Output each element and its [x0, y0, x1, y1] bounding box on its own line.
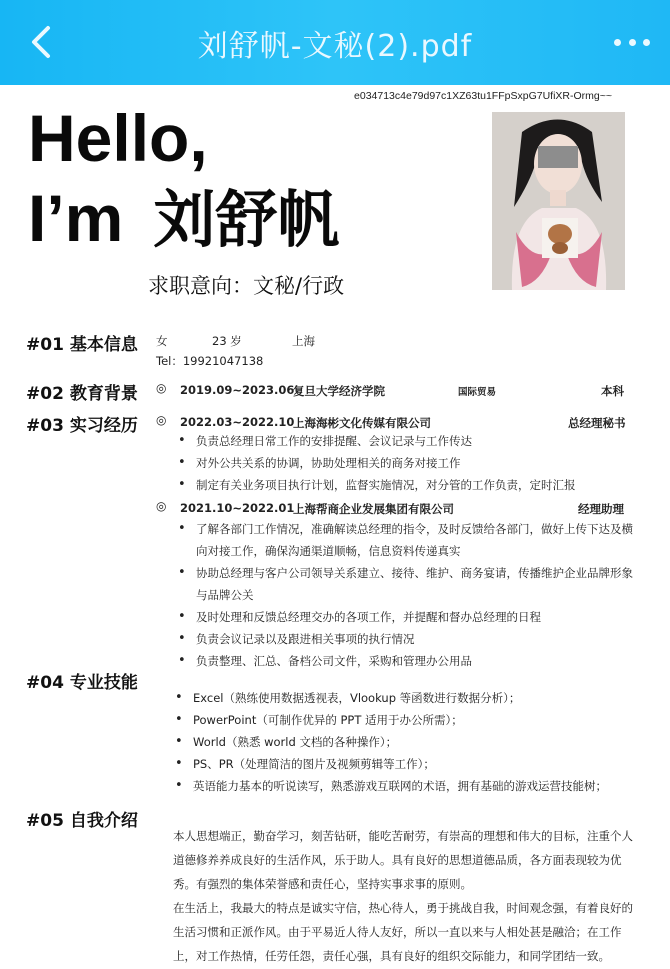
job-company: 上海帮商企业发展集团有限公司 — [293, 502, 454, 516]
job-role: 经理助理 — [578, 502, 624, 516]
list-item: • 对外公共关系的协调，协助处理相关的商务对接工作 — [176, 452, 631, 474]
education-marker: ◎ — [156, 381, 167, 395]
job-duties-list — [176, 518, 636, 672]
more-dots-icon — [614, 39, 621, 46]
age: 23 岁 — [212, 334, 242, 348]
city: 上海 — [292, 334, 315, 348]
list-item: • 负责会议记录以及跟进相关事项的执行情况 — [176, 628, 636, 650]
education-school: 复旦大学经济学院 — [293, 384, 385, 398]
more-dot — [629, 39, 636, 46]
greeting-line2 — [28, 178, 339, 260]
job-dates: 2022.03~2022.10 — [180, 415, 295, 429]
list-item: • PowerPoint（可制作优异的 PPT 适用于办公所需）； — [173, 709, 633, 731]
education-degree: 本科 — [601, 384, 624, 398]
list-item: • 负责整理、汇总、备档公司文件，采购和管理办公用品 — [176, 650, 636, 672]
greeting-hello: Hello, — [28, 101, 208, 175]
section-title-basic-info: #01 基本信息 — [26, 335, 138, 355]
job-role: 总经理秘书 — [568, 416, 626, 430]
section-title-skills: #04 专业技能 — [26, 673, 138, 693]
job-dates: 2021.10~2022.01 — [180, 501, 295, 515]
list-item: • 协助总经理与客户公司领导关系建立、接待、维护、商务宴请，传播维护企业品牌形象与品牌公关 — [176, 562, 636, 606]
profile-photo — [492, 112, 625, 290]
section-title-education: #02 教育背景 — [26, 384, 138, 404]
list-item: • World（熟悉 world 文档的各种操作）； — [173, 731, 633, 753]
portrait-image — [492, 112, 625, 290]
greeting — [28, 98, 339, 260]
job-company: 上海海彬文化传媒有限公司 — [293, 416, 431, 430]
chevron-left-icon — [26, 22, 58, 62]
greeting-im: I’m — [28, 181, 124, 255]
education-major: 国际贸易 — [458, 387, 497, 398]
top-bar — [0, 0, 670, 85]
education-dates: 2019.09~2023.06 — [180, 383, 295, 397]
list-item: • Excel（熟练使用数据透视表，Vlookup 等函数进行数据分析）； — [173, 687, 633, 709]
section-title-self-intro: #05 自我介绍 — [26, 811, 138, 831]
list-item: • 了解各部门工作情况，准确解读总经理的指令，及时反馈给各部门，做好上传下达及横向对接工作，确保沟通渠道顺畅，信息资料传递真实 — [176, 518, 636, 562]
back-button[interactable] — [26, 22, 58, 62]
job-duties-list — [176, 430, 631, 496]
list-item: • 负责总经理日常工作的安排提醒、会议记录与工作传达 — [176, 430, 631, 452]
list-item: • 制定有关业务项目执行计划，监督实施情况，对分管的工作负责，定时汇报 — [176, 474, 631, 496]
list-item: • PS、PR（处理简洁的图片及视频剪辑等工作）； — [173, 753, 633, 775]
intro-paragraph-1: 本人思想端正，勤奋学习，刻苦钻研，能吃苦耐劳，有崇高的理想和伟大的目标，注重个人道德修养养成良好的生活作风，乐于助人。具有良好的思想道德品质，各方面表现较为优秀。有强烈的集体荣誉感和责任心，坚持实事求事的原则。 — [173, 829, 633, 891]
more-dot — [643, 39, 650, 46]
list-item: • 英语能力基本的听说读写，熟悉游戏互联网的术语，拥有基础的游戏运营技能树； — [173, 775, 633, 797]
job-marker: ◎ — [156, 499, 167, 513]
section-title-internship: #03 实习经历 — [26, 416, 138, 436]
telephone: Tel：19921047138 — [156, 354, 264, 368]
document-title: 刘舒帆-文秘(2).pdf — [197, 28, 473, 64]
gender: 女 — [156, 334, 168, 348]
document-id: e034713c4e79d97c1XZ63tu1FFpSxpG7UfiXR-Ormg~~ — [354, 90, 612, 102]
applicant-name: 刘舒帆 — [153, 183, 340, 256]
list-item: • 及时处理和反馈总经理交办的各项工作，并提醒和督办总经理的日程 — [176, 606, 636, 628]
more-options-button[interactable] — [614, 30, 650, 54]
job-marker: ◎ — [156, 413, 167, 427]
intro-paragraph-2: 在生活上，我最大的特点是诚实守信，热心待人，勇于挑战自我，时间观念强，有着良好的生活习惯和正派作风。由于平易近人待人友好，所以一直以来与人相处甚是融洽；在工作上，对工作热情，任劳任怨，责任心强，具有良好的组织交际能力，和同学团结一致。 — [173, 901, 633, 963]
skills-list — [173, 687, 633, 797]
job-objective: 求职意向：文秘/行政 — [148, 274, 345, 298]
